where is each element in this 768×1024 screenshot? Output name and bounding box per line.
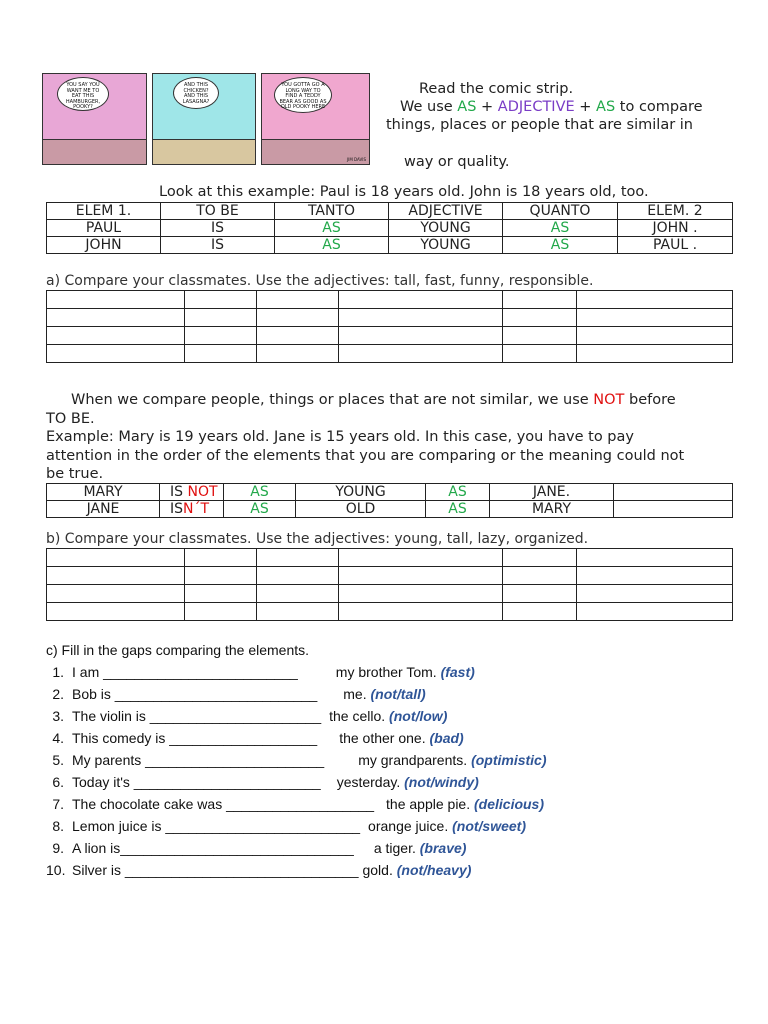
answer-cell[interactable] <box>47 567 185 585</box>
table-cell: PAUL <box>47 220 161 237</box>
table-row <box>47 220 733 237</box>
answer-cell[interactable] <box>257 291 339 309</box>
fill-item: 5. My parents _______________________ my grandparents. (optimistic) <box>52 752 547 768</box>
table-cell: OLD <box>296 501 426 518</box>
table-header: ADJECTIVE <box>389 203 503 220</box>
answer-cell[interactable] <box>577 345 733 363</box>
answer-cell[interactable] <box>47 603 185 621</box>
gap-blank[interactable]: Silver is ______________________________ <box>72 862 359 878</box>
negative-example-table <box>46 483 733 518</box>
gap-blank[interactable]: This comedy is ___________________ <box>72 730 318 746</box>
hint: (brave) <box>419 840 467 856</box>
table-cell: AS <box>275 237 389 254</box>
intro-line-4: way or quality. <box>404 154 510 170</box>
comic-strip <box>42 73 370 165</box>
answer-cell[interactable] <box>185 585 257 603</box>
table-header: QUANTO <box>503 203 618 220</box>
answer-cell[interactable] <box>47 345 185 363</box>
table-cell: YOUNG <box>296 484 426 501</box>
section-a-instruction: a) Compare your classmates. Use the adjectives: tall, fast, funny, responsible. <box>46 273 594 289</box>
answer-cell[interactable] <box>339 291 503 309</box>
section-c-instruction: c) Fill in the gaps comparing the elements. <box>46 642 310 658</box>
table-cell: ISN´T <box>160 501 224 518</box>
answer-cell[interactable] <box>577 327 733 345</box>
structure-table <box>46 202 733 254</box>
answer-cell[interactable] <box>185 309 257 327</box>
comic-panel-2 <box>152 73 256 165</box>
table-cell: AS <box>503 237 618 254</box>
answer-cell[interactable] <box>185 567 257 585</box>
answer-cell[interactable] <box>257 327 339 345</box>
answer-cell[interactable] <box>577 291 733 309</box>
table-cell: MARY <box>490 501 614 518</box>
fill-item: 9. A lion is______________________________ a tiger. (brave) <box>52 840 467 856</box>
table-header-row <box>47 203 733 220</box>
fill-item: 7. The chocolate cake was ___________________ the apple pie. (delicious) <box>52 796 545 812</box>
answer-cell[interactable] <box>185 549 257 567</box>
answer-cell[interactable] <box>503 327 577 345</box>
speech-bubble: YOU SAY YOU WANT ME TO EAT THIS HAMBURGER, POOKY? <box>57 77 109 111</box>
table-cell <box>614 484 733 501</box>
gap-blank[interactable]: My parents _______________________ <box>72 752 325 768</box>
answer-cell[interactable] <box>503 603 577 621</box>
answer-cell[interactable] <box>503 291 577 309</box>
fill-item: 2. Bob is __________________________ me. (not/tall) <box>52 686 426 702</box>
table-cell: JOHN <box>47 237 161 254</box>
answer-cell[interactable] <box>503 585 577 603</box>
answer-cell[interactable] <box>47 327 185 345</box>
answer-cell[interactable] <box>185 291 257 309</box>
gap-blank[interactable]: I am _________________________ <box>72 664 298 680</box>
as-keyword: AS <box>596 99 616 115</box>
answer-cell[interactable] <box>257 309 339 327</box>
table-cell <box>614 501 733 518</box>
hint: (fast) <box>440 664 475 680</box>
answer-cell[interactable] <box>339 567 503 585</box>
table-header: TO BE <box>161 203 275 220</box>
as-keyword: AS <box>457 99 477 115</box>
table-cell: IS <box>161 237 275 254</box>
fill-item: 4. This comedy is ___________________ the other one. (bad) <box>52 730 464 746</box>
answer-cell[interactable] <box>185 327 257 345</box>
gap-blank[interactable]: The violin is ______________________ <box>72 708 322 724</box>
answer-cell[interactable] <box>185 603 257 621</box>
answer-cell[interactable] <box>577 567 733 585</box>
fill-item: 3. The violin is ______________________ the cello. (not/low) <box>52 708 448 724</box>
intro-line-1: Read the comic strip. <box>419 81 574 97</box>
hint: (bad) <box>429 730 464 746</box>
table-header: TANTO <box>275 203 389 220</box>
table-cell: PAUL . <box>618 237 733 254</box>
table-cell: AS <box>426 501 490 518</box>
comic-panel-1 <box>42 73 147 165</box>
speech-bubble: YOU GOTTA GO A LONG WAY TO FIND A TEDDY BEAR AS GOOD AS OLD POOKY HERE <box>274 77 332 113</box>
gap-blank[interactable]: Bob is __________________________ <box>72 686 318 702</box>
hint: (not/tall) <box>370 686 426 702</box>
table-cell: JANE. <box>490 484 614 501</box>
table-cell: AS <box>503 220 618 237</box>
intro-line-3: things, places or people that are similar in <box>386 117 693 133</box>
table-cell: AS <box>224 501 296 518</box>
table-cell: JANE <box>47 501 160 518</box>
comic-signature: JIM DAVIS <box>346 157 366 162</box>
table-row <box>47 484 733 501</box>
answer-cell[interactable] <box>339 549 503 567</box>
answer-table-a <box>46 290 733 363</box>
answer-cell[interactable] <box>257 549 339 567</box>
table-header: ELEM. 2 <box>618 203 733 220</box>
fill-item: 8. Lemon juice is _________________________ orange juice. (not/sweet) <box>52 818 526 834</box>
table-cell: YOUNG <box>389 237 503 254</box>
not-keyword: NOT <box>593 392 625 408</box>
table-cell: AS <box>224 484 296 501</box>
answer-cell[interactable] <box>577 603 733 621</box>
gap-blank[interactable]: Today it's ________________________ <box>72 774 321 790</box>
table-cell: IS NOT <box>160 484 224 501</box>
answer-cell[interactable] <box>577 549 733 567</box>
answer-cell[interactable] <box>339 585 503 603</box>
answer-cell[interactable] <box>47 549 185 567</box>
table-cell: MARY <box>47 484 160 501</box>
adjective-keyword: ADJECTIVE <box>497 99 575 115</box>
hint: (optimistic) <box>471 752 547 768</box>
answer-cell[interactable] <box>503 549 577 567</box>
table-cell: YOUNG <box>389 220 503 237</box>
answer-cell[interactable] <box>257 603 339 621</box>
answer-cell[interactable] <box>339 309 503 327</box>
gap-blank[interactable]: The chocolate cake was ___________________ <box>72 796 375 812</box>
gap-blank[interactable]: A lion is______________________________ <box>72 840 354 856</box>
table-cell: IS <box>161 220 275 237</box>
answer-cell[interactable] <box>339 327 503 345</box>
intro-line-2: We use AS + ADJECTIVE + AS to compare <box>400 99 703 115</box>
fill-item: 10. Silver is ______________________________ gold. (not/heavy) <box>46 862 472 878</box>
answer-table-b <box>46 548 733 621</box>
answer-cell[interactable] <box>577 585 733 603</box>
section-b-instruction: b) Compare your classmates. Use the adjectives: young, tall, lazy, organized. <box>46 531 589 547</box>
speech-bubble: AND THIS CHICKEN? AND THIS LASAGNA? <box>173 77 219 109</box>
answer-cell[interactable] <box>503 345 577 363</box>
fill-item: 6. Today it's ________________________ yesterday. (not/windy) <box>52 774 479 790</box>
answer-cell[interactable] <box>47 309 185 327</box>
hint: (not/windy) <box>404 774 479 790</box>
gap-blank[interactable]: Lemon juice is _________________________ <box>72 818 361 834</box>
answer-cell[interactable] <box>339 603 503 621</box>
answer-cell[interactable] <box>257 585 339 603</box>
hint: (not/sweet) <box>452 818 526 834</box>
fill-item: 1. I am _________________________ my brother Tom. (fast) <box>52 664 475 680</box>
comic-panel-3 <box>261 73 370 165</box>
hint: (not/heavy) <box>396 862 472 878</box>
table-cell: JOHN . <box>618 220 733 237</box>
hint: (delicious) <box>474 796 545 812</box>
hint: (not/low) <box>389 708 448 724</box>
answer-cell[interactable] <box>339 345 503 363</box>
not-explanation: When we compare people, things or places that are not similar, we use NOT before TO BE. Example: Mary is 19 years old. Jane is 15 years old. In this case, you have to pay attention in the order of the elements that you are comparing or the meaning could not be true. <box>46 392 685 482</box>
answer-cell[interactable] <box>47 585 185 603</box>
answer-cell[interactable] <box>47 291 185 309</box>
answer-cell[interactable] <box>503 309 577 327</box>
table-row <box>47 501 733 518</box>
example-sentence: Look at this example: Paul is 18 years old. John is 18 years old, too. <box>159 184 649 200</box>
answer-cell[interactable] <box>257 567 339 585</box>
answer-cell[interactable] <box>257 345 339 363</box>
answer-cell[interactable] <box>185 345 257 363</box>
answer-cell[interactable] <box>577 309 733 327</box>
table-cell: AS <box>275 220 389 237</box>
table-row <box>47 237 733 254</box>
table-cell: AS <box>426 484 490 501</box>
answer-cell[interactable] <box>503 567 577 585</box>
table-header: ELEM 1. <box>47 203 161 220</box>
